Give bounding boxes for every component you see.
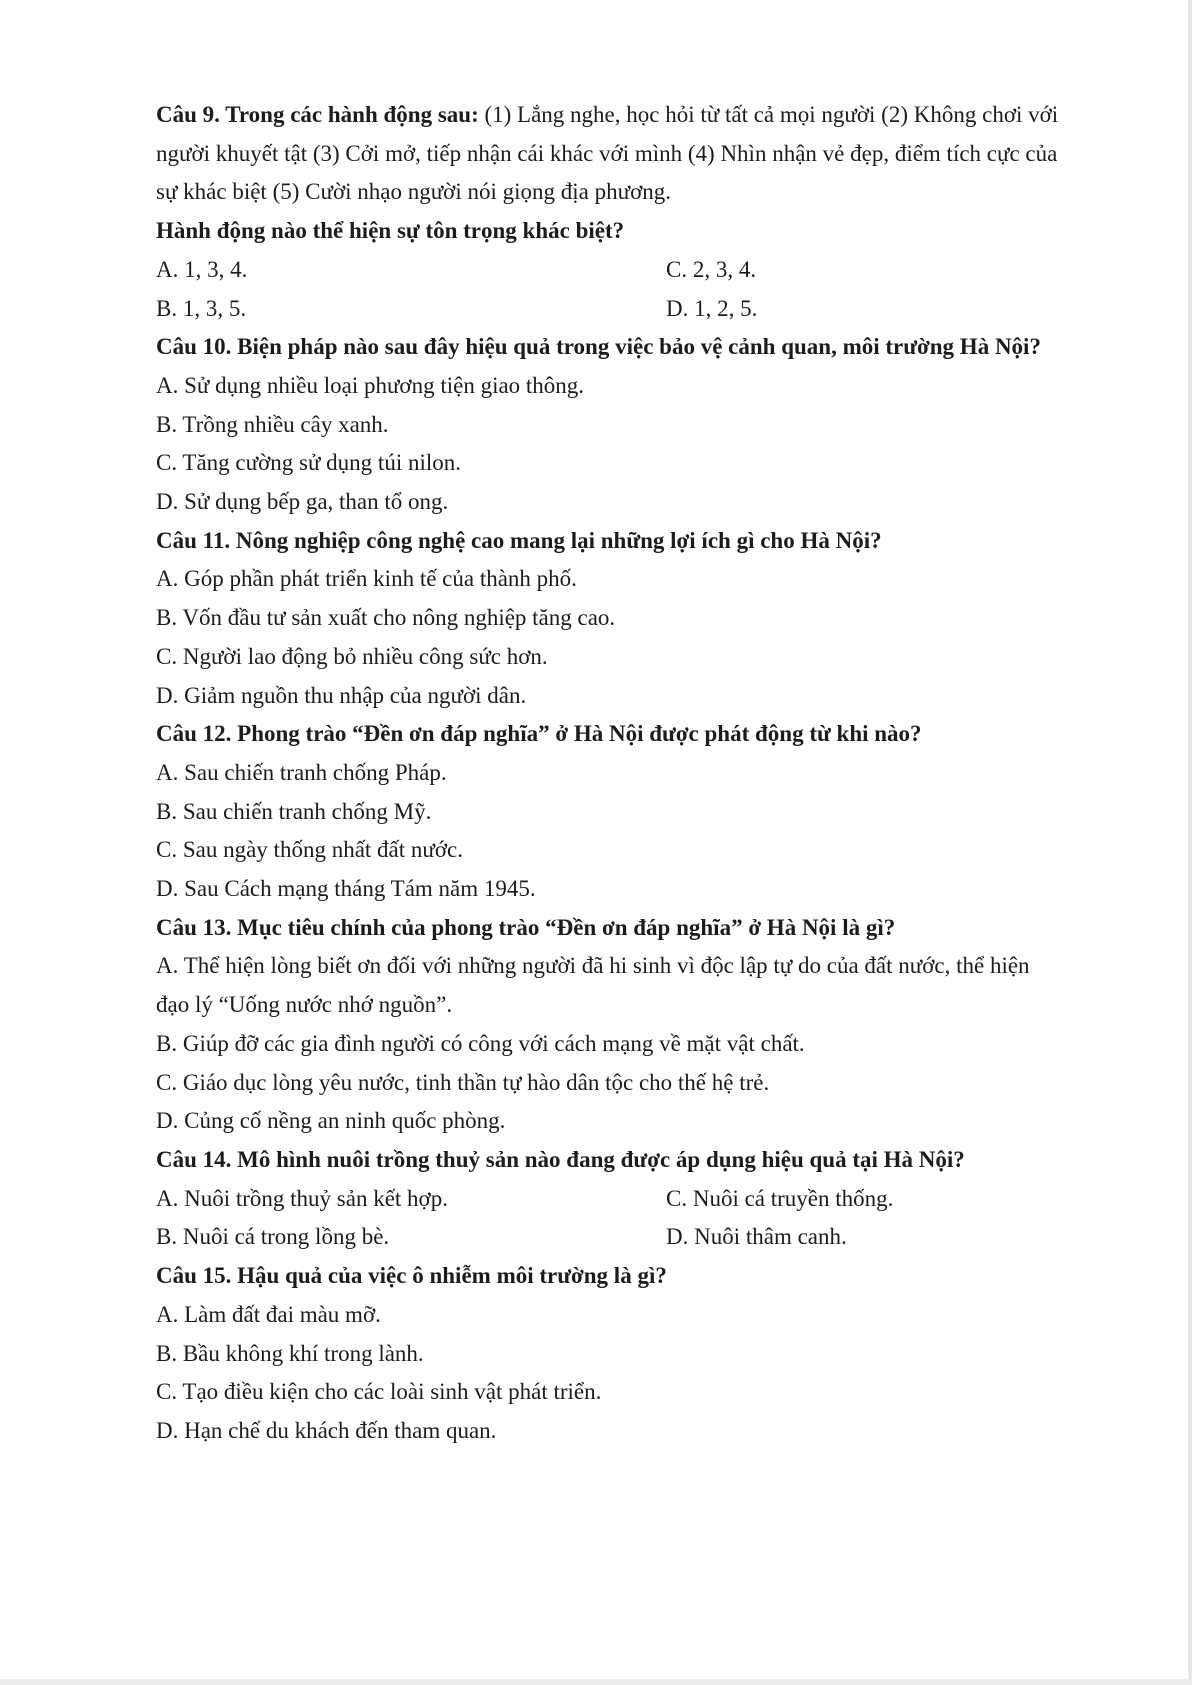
question-11-option-d: D. Giảm nguồn thu nhập của người dân. <box>156 682 527 708</box>
question-13-heading: Câu 13. Mục tiêu chính của phong trào “Đền ơn đáp nghĩa” ở Hà Nội là gì? <box>156 914 896 940</box>
question-14-heading: Câu 14. Mô hình nuôi trồng thuỷ sản nào đang được áp dụng hiệu quả tại Hà Nội? <box>156 1146 965 1172</box>
question-10-option-a: A. Sử dụng nhiều loại phương tiện giao thông. <box>156 372 585 398</box>
question-9-option-a: A. 1, 3, 4. <box>156 256 248 282</box>
question-10 <box>156 328 1066 522</box>
question-15-option-b: B. Bầu không khí trong lành. <box>156 1340 424 1366</box>
question-11 <box>156 522 1066 716</box>
question-12-option-d: D. Sau Cách mạng tháng Tám năm 1945. <box>156 876 536 902</box>
question-14-option-b: B. Nuôi cá trong lồng bè. <box>156 1224 390 1250</box>
question-10-option-c: C. Tăng cường sử dụng túi nilon. <box>156 450 461 476</box>
question-11-option-b: B. Vốn đầu tư sản xuất cho nông nghiệp tăng cao. <box>156 605 616 631</box>
question-12-option-a: A. Sau chiến tranh chống Pháp. <box>156 759 447 785</box>
question-15 <box>156 1257 1066 1451</box>
question-13-option-d: D. Củng cố nềng an ninh quốc phòng. <box>156 1108 506 1134</box>
exam-page <box>156 96 1066 1451</box>
question-10-option-b: B. Trồng nhiều cây xanh. <box>156 411 389 437</box>
question-9-heading: Câu 9. Trong các hành động sau: <box>156 102 479 127</box>
question-14-options <box>156 1180 1066 1257</box>
question-14-option-d: D. Nuôi thâm canh. <box>666 1224 847 1250</box>
question-14-option-c: C. Nuôi cá truyền thống. <box>666 1185 894 1211</box>
question-9-options <box>156 251 1066 328</box>
question-10-heading: Câu 10. Biện pháp nào sau đây hiệu quả trong việc bảo vệ cảnh quan, môi trường Hà Nội? <box>156 334 1041 360</box>
question-13-option-b: B. Giúp đỡ các gia đình người có công với cách mạng về mặt vật chất. <box>156 1030 805 1056</box>
scan-bottom-shadow <box>0 1679 1192 1685</box>
question-15-heading: Câu 15. Hậu quả của việc ô nhiễm môi trường là gì? <box>156 1263 667 1289</box>
question-15-option-d: D. Hạn chế du khách đến tham quan. <box>156 1417 497 1443</box>
question-10-option-d: D. Sử dụng bếp ga, than tổ ong. <box>156 489 449 515</box>
question-11-option-c: C. Người lao động bỏ nhiều công sức hơn. <box>156 643 548 669</box>
question-11-heading: Câu 11. Nông nghiệp công nghệ cao mang lại những lợi ích gì cho Hà Nội? <box>156 527 882 553</box>
scan-edge-shadow <box>1188 0 1192 1685</box>
question-9-text: (1) Lắng nghe, học hỏi từ tất cả mọi người (2) Không chơi với người khuyết tật (3) Cởi mở, tiếp nhận cái khác với mình (4) Nhìn nhận vẻ đẹp, điểm tích cực của sự khác biệt (5) Cười nhạo người nói giọng địa phương. <box>156 102 1059 205</box>
question-12-option-b: B. Sau chiến tranh chống Mỹ. <box>156 798 432 824</box>
question-11-option-a: A. Góp phần phát triển kinh tế của thành phố. <box>156 566 577 592</box>
question-14 <box>156 1141 1066 1257</box>
question-9-stem <box>156 96 1066 212</box>
question-9-prompt: Hành động nào thể hiện sự tôn trọng khác biệt? <box>156 218 625 244</box>
question-14-option-a: A. Nuôi trồng thuỷ sản kết hợp. <box>156 1185 448 1211</box>
question-9-option-b: B. 1, 3, 5. <box>156 295 247 321</box>
question-12-option-c: C. Sau ngày thống nhất đất nước. <box>156 837 463 863</box>
question-13-option-a: A. Thể hiện lòng biết ơn đối với những người đã hi sinh vì độc lập tự do của đất nước, thể hiện đạo lý “Uống nước nhớ nguồn”. <box>156 953 1030 1018</box>
question-13 <box>156 909 1066 1141</box>
question-9-option-d: D. 1, 2, 5. <box>666 295 758 321</box>
question-9-option-c: C. 2, 3, 4. <box>666 256 757 282</box>
question-9 <box>156 96 1066 328</box>
question-12-heading: Câu 12. Phong trào “Đền ơn đáp nghĩa” ở Hà Nội được phát động từ khi nào? <box>156 721 922 747</box>
question-15-option-c: C. Tạo điều kiện cho các loài sinh vật phát triển. <box>156 1379 602 1405</box>
question-12 <box>156 715 1066 909</box>
question-15-option-a: A. Làm đất đai màu mỡ. <box>156 1301 381 1327</box>
question-13-option-c: C. Giáo dục lòng yêu nước, tinh thần tự hào dân tộc cho thế hệ trẻ. <box>156 1069 770 1095</box>
